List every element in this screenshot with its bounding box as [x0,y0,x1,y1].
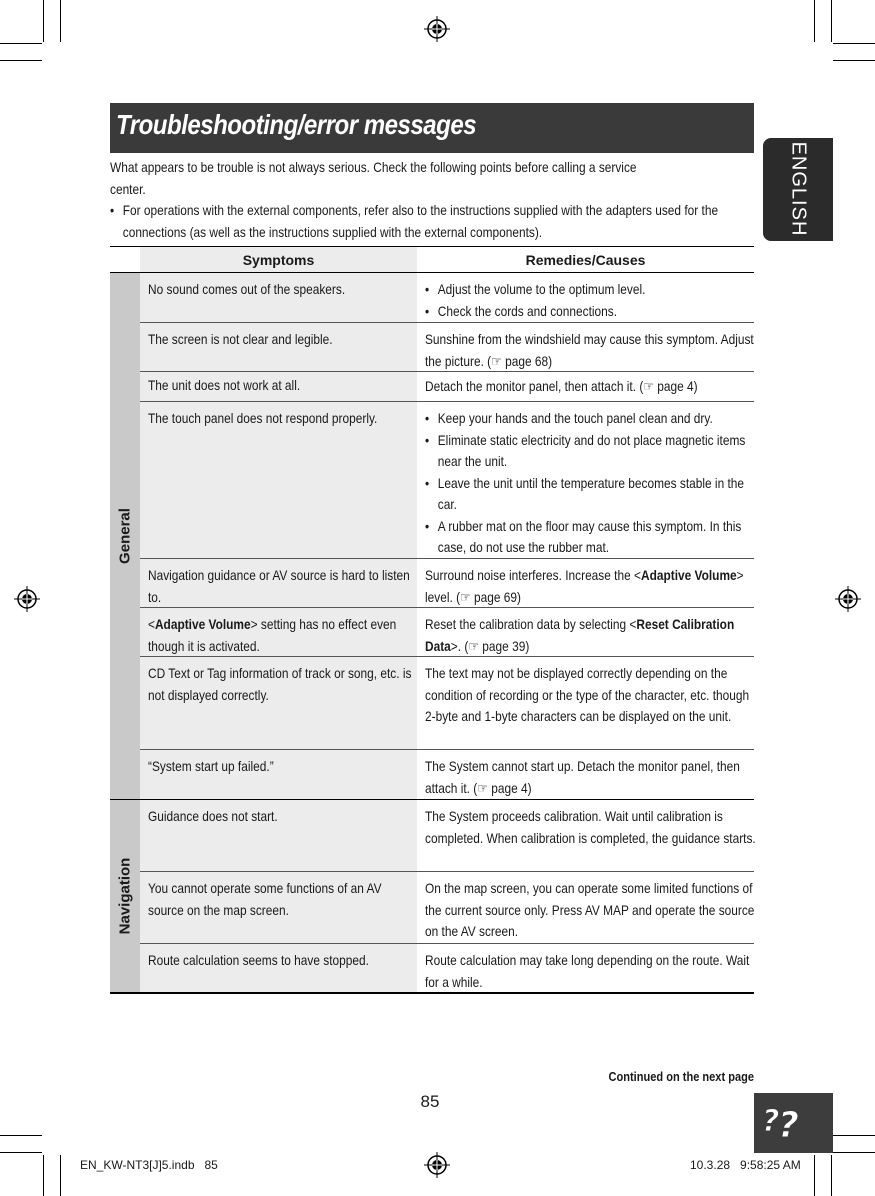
table-row [140,657,754,749]
troubleshooting-table [110,246,754,273]
table-row [140,402,754,558]
crop-mark [0,60,42,61]
table-row [140,372,754,401]
crop-mark [0,1135,42,1136]
symptom: The touch panel does not respond properly. [148,410,378,426]
remedy-item: • Adjust the volume to the optimum level. [425,279,757,301]
page-title: Troubleshooting/error messages [116,109,477,140]
timestamp: 10.3.28 9:58:25 AM [690,1158,801,1172]
registration-mark-icon [422,14,452,44]
page-title-bar [110,103,754,153]
crop-mark [43,0,44,42]
crop-mark [60,1155,61,1196]
remedy: The text may not be displayed correctly depending on the condition of recording or the type of the character, etc. though 2-byte and 1-byte characters can be displayed on the unit. [425,665,750,724]
help-icon-box [754,1093,833,1153]
language-tab [763,138,833,241]
page-number: 85 [420,1092,440,1111]
table-row [140,559,754,607]
remedy [425,408,757,559]
registration-mark-icon [422,1150,452,1180]
symptom: “System start up failed.” [148,758,274,774]
remedy-item: • Leave the unit until the temperature becomes stable in the car. [425,473,757,516]
crop-mark [831,0,832,42]
crop-mark [833,60,875,61]
table-header [110,246,754,273]
continued-note: Continued on the next page [608,1069,754,1084]
table-row [140,608,754,656]
symptom: Guidance does not start. [148,808,278,824]
table-bottom-border [110,992,754,994]
category-general-label: General [116,508,134,564]
remedy: Reset the calibration data by selecting <Reset Calibration Data>. (☞ page 39) [425,616,735,654]
remedy: Sunshine from the windshield may cause this symptom. Adjust the picture. (☞ page 68) [425,331,754,369]
symptom: <Adaptive Volume> setting has no effect even though it is activated. [148,616,397,654]
remedy: The System proceeds calibration. Wait until calibration is completed. When calibration is completed, the guidance starts. [425,808,756,846]
table-row [140,944,754,992]
crop-mark [60,0,61,42]
intro-bullet: • For operations with the external components, refer also to the instructions supplied with the adapters used for the connections (as well as the instructions supplied with the external components). [110,200,760,243]
svg-text:?: ? [762,1104,780,1139]
symptom: CD Text or Tag information of track or song, etc. is not displayed correctly. [148,665,412,703]
intro-text [110,157,719,243]
symptom: Navigation guidance or AV source is hard to listen to. [148,567,410,605]
registration-mark-icon [12,584,42,614]
remedy-item: • Keep your hands and the touch panel clean and dry. [425,408,757,430]
crop-mark [831,1155,832,1196]
table-row [140,273,754,322]
symptom: The unit does not work at all. [148,377,301,393]
remedy: The System cannot start up. Detach the monitor panel, then attach it. (☞ page 4) [425,758,740,796]
crop-mark [0,43,42,44]
remedy: On the map screen, you can operate some limited functions of the current source only. Press AV MAP and operate the source on the AV screen. [425,880,755,939]
crop-mark [833,1135,875,1136]
table-row [140,800,754,871]
category-navigation-label: Navigation [116,857,134,935]
crop-mark [833,43,875,44]
crop-mark [814,1155,815,1196]
symptom: The screen is not clear and legible. [148,331,333,347]
remedy: Surround noise interferes. Increase the <Adaptive Volume> level. (☞ page 69) [425,567,744,605]
category-navigation [110,800,140,992]
symptom: You cannot operate some functions of an AV source on the map screen. [148,880,382,918]
question-marks-icon [754,1093,833,1153]
remedy-item: • Eliminate static electricity and do not place magnetic items near the unit. [425,430,757,473]
file-info: EN_KW-NT3[J]5.indb 85 [80,1158,218,1172]
category-general [110,273,140,799]
registration-mark-icon [833,584,863,614]
header-remedies: Remedies/Causes [525,252,646,268]
language-tab-label: ENGLISH [787,141,810,237]
symptom: Route calculation seems to have stopped. [148,952,369,968]
header-symptoms: Symptoms [140,247,417,273]
remedy-item: • Check the cords and connections. [425,301,757,323]
symptom: No sound comes out of the speakers. [148,281,346,297]
crop-mark [814,0,815,42]
remedy [425,279,757,322]
intro-line: What appears to be trouble is not always serious. Check the following points before calling a service center. [110,159,637,197]
remedy: Route calculation may take long depending on the route. Wait for a while. [425,952,750,990]
remedy-item: • A rubber mat on the floor may cause this symptom. In this case, do not use the rubber mat. [425,516,757,559]
crop-mark [833,1152,875,1153]
table-row [140,323,754,371]
crop-mark [0,1152,42,1153]
table-row [140,872,754,943]
remedy: Detach the monitor panel, then attach it. (☞ page 4) [425,378,698,394]
svg-text:?: ? [778,1105,799,1146]
crop-mark [43,1155,44,1196]
table-row [140,750,754,799]
